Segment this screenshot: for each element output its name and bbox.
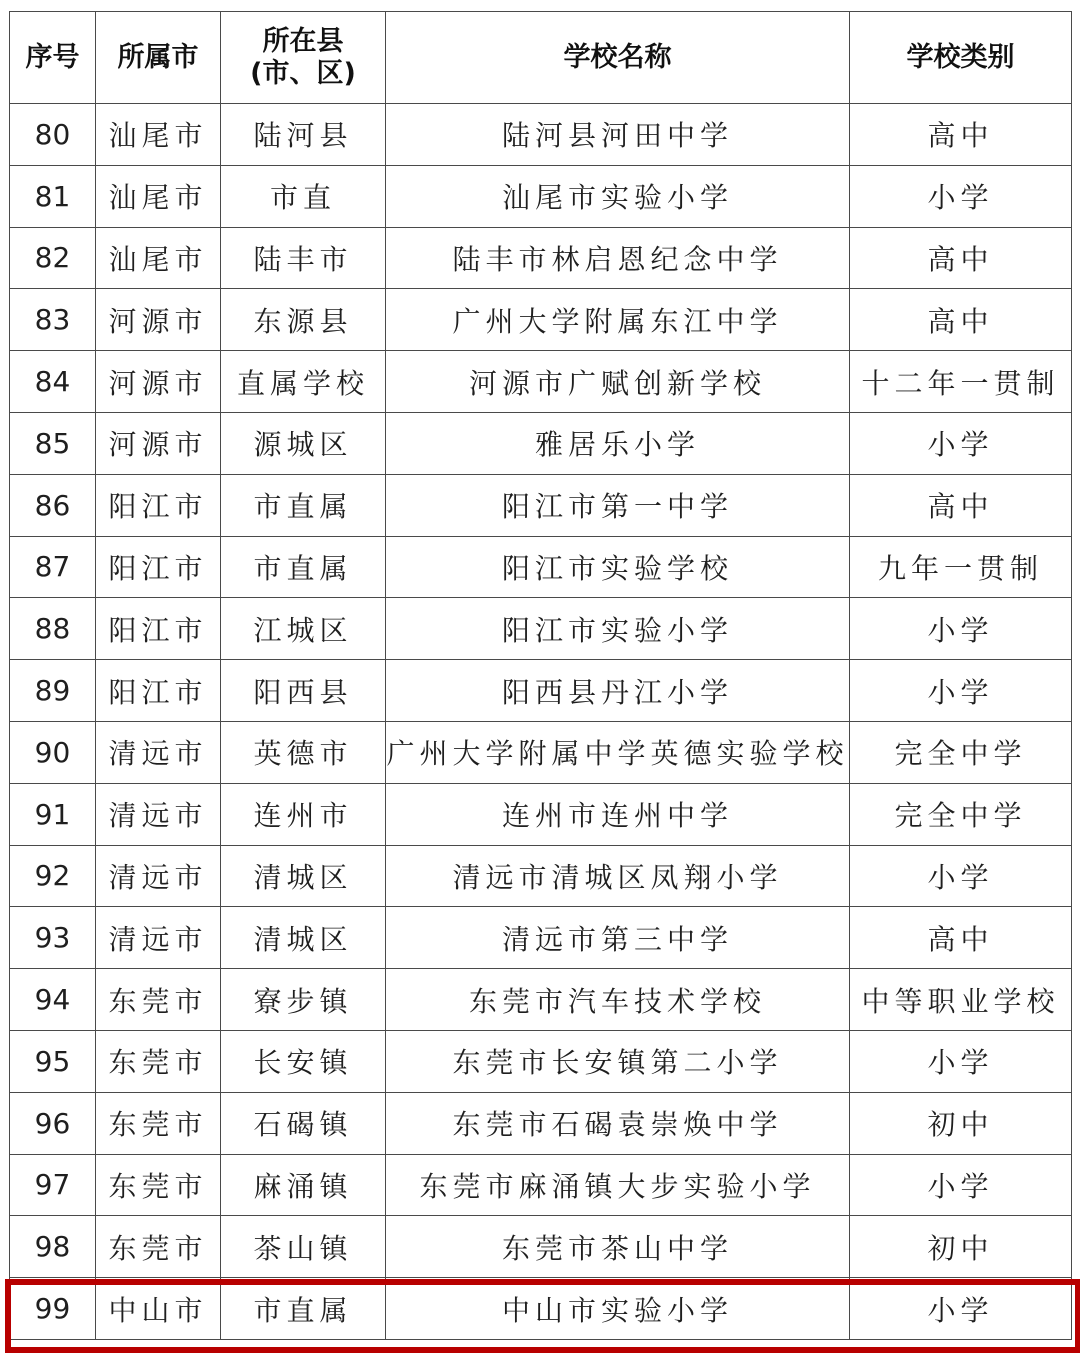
cell-county: 阳西县 — [221, 660, 386, 722]
cell-index: 84 — [10, 351, 96, 413]
cell-school-name: 清远市第三中学 — [386, 907, 850, 969]
cell-city: 东莞市 — [96, 969, 221, 1031]
cell-city: 汕尾市 — [96, 165, 221, 227]
cell-index: 91 — [10, 783, 96, 845]
cell-index: 92 — [10, 845, 96, 907]
table-row — [10, 907, 1072, 969]
cell-school-name: 东莞市茶山中学 — [386, 1216, 850, 1278]
table-row — [10, 104, 1072, 166]
cell-index: 82 — [10, 227, 96, 289]
cell-school-name: 广州大学附属中学英德实验学校 — [386, 721, 850, 783]
cell-index: 97 — [10, 1154, 96, 1216]
cell-school-type: 九年一贯制 — [850, 536, 1072, 598]
cell-index: 83 — [10, 289, 96, 351]
cell-county: 市直属 — [221, 1278, 386, 1340]
table-row — [10, 474, 1072, 536]
cell-school-name: 东莞市石碣袁崇焕中学 — [386, 1092, 850, 1154]
cell-county: 东源县 — [221, 289, 386, 351]
cell-school-type: 小学 — [850, 660, 1072, 722]
cell-school-type: 小学 — [850, 598, 1072, 660]
cell-city: 河源市 — [96, 289, 221, 351]
table-row — [10, 721, 1072, 783]
cell-index: 99 — [10, 1278, 96, 1340]
cell-county: 英德市 — [221, 721, 386, 783]
cell-school-type: 十二年一贯制 — [850, 351, 1072, 413]
cell-school-type: 高中 — [850, 474, 1072, 536]
cell-city: 河源市 — [96, 412, 221, 474]
header-city: 所属市 — [96, 12, 221, 104]
cell-county: 陆河县 — [221, 104, 386, 166]
cell-city: 东莞市 — [96, 1154, 221, 1216]
cell-county: 陆丰市 — [221, 227, 386, 289]
table-row — [10, 1030, 1072, 1092]
table-row — [10, 783, 1072, 845]
cell-school-name: 阳西县丹江小学 — [386, 660, 850, 722]
cell-index: 88 — [10, 598, 96, 660]
header-school-type: 学校类别 — [850, 12, 1072, 104]
cell-school-type: 高中 — [850, 227, 1072, 289]
cell-index: 94 — [10, 969, 96, 1031]
cell-school-name: 汕尾市实验小学 — [386, 165, 850, 227]
cell-county: 清城区 — [221, 845, 386, 907]
cell-city: 清远市 — [96, 783, 221, 845]
cell-city: 清远市 — [96, 845, 221, 907]
cell-city: 河源市 — [96, 351, 221, 413]
cell-school-type: 小学 — [850, 165, 1072, 227]
table-row — [10, 227, 1072, 289]
cell-index: 86 — [10, 474, 96, 536]
cell-index: 98 — [10, 1216, 96, 1278]
cell-city: 阳江市 — [96, 660, 221, 722]
table-row — [10, 969, 1072, 1031]
cell-index: 81 — [10, 165, 96, 227]
table-row — [10, 845, 1072, 907]
table-row — [10, 1216, 1072, 1278]
cell-county: 江城区 — [221, 598, 386, 660]
cell-county: 连州市 — [221, 783, 386, 845]
cell-school-type: 完全中学 — [850, 721, 1072, 783]
cell-county: 直属学校 — [221, 351, 386, 413]
table-row — [10, 351, 1072, 413]
cell-index: 96 — [10, 1092, 96, 1154]
cell-school-name: 连州市连州中学 — [386, 783, 850, 845]
cell-school-type: 高中 — [850, 289, 1072, 351]
cell-city: 汕尾市 — [96, 227, 221, 289]
header-school-name: 学校名称 — [386, 12, 850, 104]
cell-index: 93 — [10, 907, 96, 969]
cell-city: 东莞市 — [96, 1092, 221, 1154]
cell-school-name: 中山市实验小学 — [386, 1278, 850, 1340]
cell-city: 清远市 — [96, 907, 221, 969]
table-row — [10, 660, 1072, 722]
cell-school-name: 阳江市实验小学 — [386, 598, 850, 660]
cell-school-type: 初中 — [850, 1216, 1072, 1278]
cell-school-type: 小学 — [850, 1154, 1072, 1216]
cell-county: 市直属 — [221, 474, 386, 536]
cell-county: 石碣镇 — [221, 1092, 386, 1154]
cell-index: 90 — [10, 721, 96, 783]
cell-school-type: 小学 — [850, 412, 1072, 474]
cell-school-type: 中等职业学校 — [850, 969, 1072, 1031]
cell-city: 阳江市 — [96, 598, 221, 660]
table-row — [10, 1154, 1072, 1216]
cell-index: 80 — [10, 104, 96, 166]
cell-school-name: 东莞市长安镇第二小学 — [386, 1030, 850, 1092]
cell-school-type: 高中 — [850, 104, 1072, 166]
header-county: 所在县 (市、区) — [221, 12, 386, 104]
cell-index: 87 — [10, 536, 96, 598]
cell-school-name: 东莞市汽车技术学校 — [386, 969, 850, 1031]
cell-county: 市直 — [221, 165, 386, 227]
table-row — [10, 165, 1072, 227]
table-row — [10, 598, 1072, 660]
cell-school-type: 初中 — [850, 1092, 1072, 1154]
cell-school-name: 雅居乐小学 — [386, 412, 850, 474]
cell-school-name: 阳江市第一中学 — [386, 474, 850, 536]
cell-index: 85 — [10, 412, 96, 474]
schools-table — [9, 11, 1072, 1340]
cell-county: 源城区 — [221, 412, 386, 474]
cell-city: 清远市 — [96, 721, 221, 783]
cell-city: 阳江市 — [96, 536, 221, 598]
cell-city: 中山市 — [96, 1278, 221, 1340]
table-body — [10, 104, 1072, 1340]
header-row — [10, 12, 1072, 104]
cell-index: 89 — [10, 660, 96, 722]
table-row — [10, 1278, 1072, 1340]
cell-school-type: 小学 — [850, 1278, 1072, 1340]
cell-county: 市直属 — [221, 536, 386, 598]
cell-school-name: 清远市清城区凤翔小学 — [386, 845, 850, 907]
cell-index: 95 — [10, 1030, 96, 1092]
cell-county: 长安镇 — [221, 1030, 386, 1092]
cell-county: 寮步镇 — [221, 969, 386, 1031]
table-row — [10, 412, 1072, 474]
cell-county: 麻涌镇 — [221, 1154, 386, 1216]
cell-school-type: 小学 — [850, 845, 1072, 907]
cell-city: 东莞市 — [96, 1030, 221, 1092]
cell-city: 阳江市 — [96, 474, 221, 536]
cell-county: 茶山镇 — [221, 1216, 386, 1278]
cell-school-type: 高中 — [850, 907, 1072, 969]
table-row — [10, 289, 1072, 351]
cell-school-name: 东莞市麻涌镇大步实验小学 — [386, 1154, 850, 1216]
cell-school-type: 完全中学 — [850, 783, 1072, 845]
cell-county: 清城区 — [221, 907, 386, 969]
header-index: 序号 — [10, 12, 96, 104]
cell-school-name: 阳江市实验学校 — [386, 536, 850, 598]
table-row — [10, 536, 1072, 598]
cell-city: 汕尾市 — [96, 104, 221, 166]
table-row — [10, 1092, 1072, 1154]
cell-city: 东莞市 — [96, 1216, 221, 1278]
cell-school-name: 陆丰市林启恩纪念中学 — [386, 227, 850, 289]
cell-school-name: 陆河县河田中学 — [386, 104, 850, 166]
cell-school-name: 广州大学附属东江中学 — [386, 289, 850, 351]
cell-school-name: 河源市广赋创新学校 — [386, 351, 850, 413]
cell-school-type: 小学 — [850, 1030, 1072, 1092]
